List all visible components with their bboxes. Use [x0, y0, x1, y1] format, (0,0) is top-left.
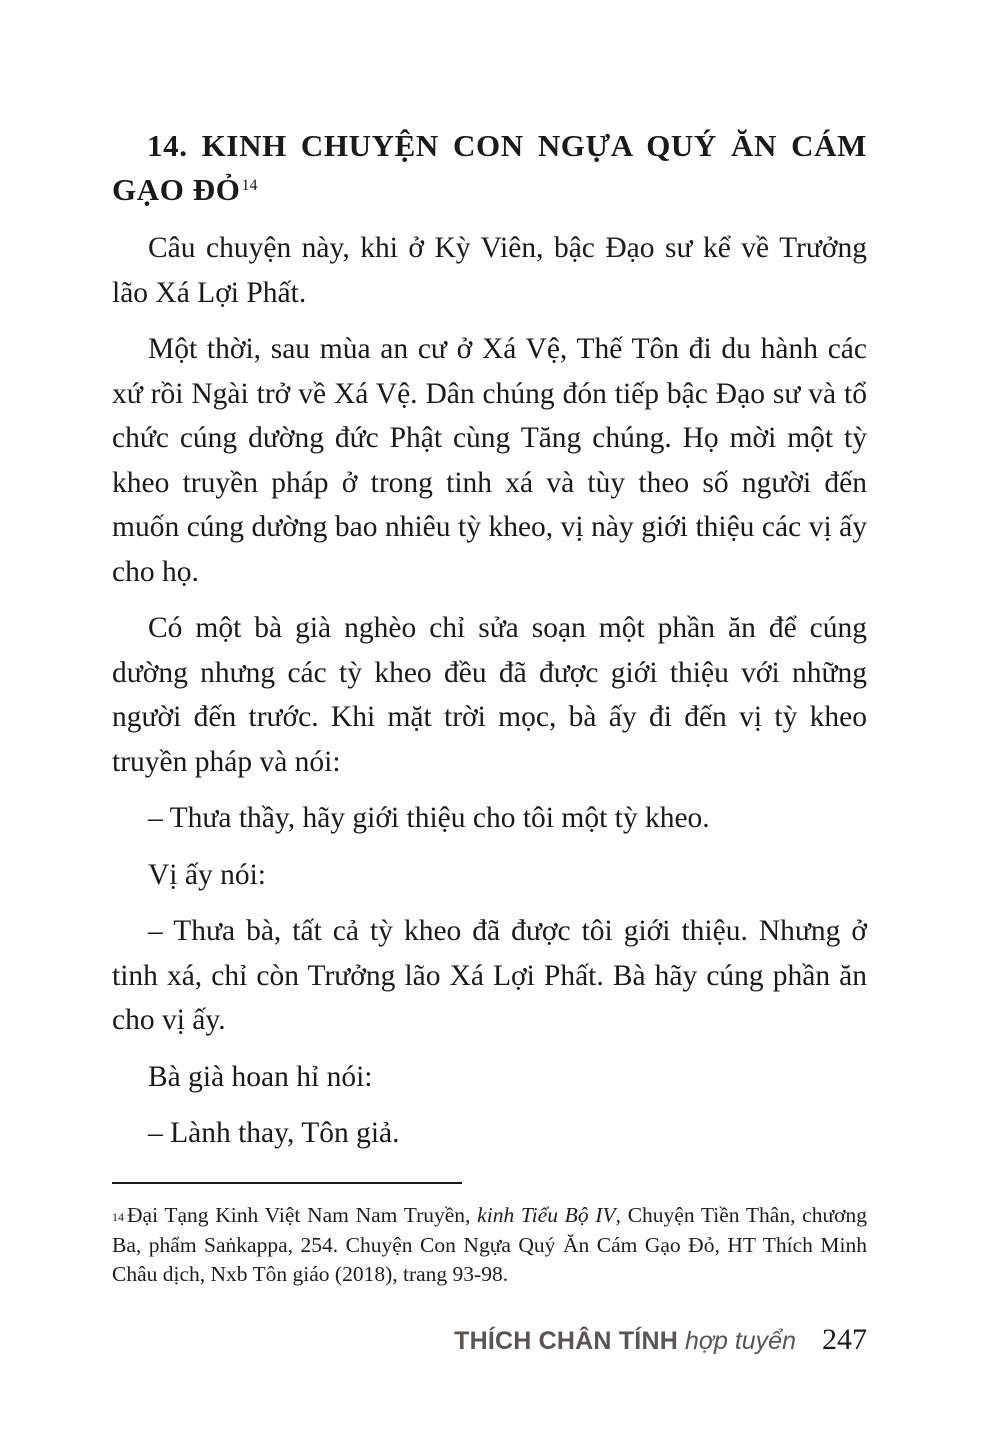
chapter-title-text: KINH CHUYỆN CON NGỰA QUÝ ĂN CÁM GẠO ĐỎ	[112, 128, 867, 207]
paragraph-narrative: Một thời, sau mùa an cư ở Xá Vệ, Thế Tôn đi du hành các xứ rồi Ngài trở về Xá Vệ. Dân chúng đón tiếp bậc Đạo sư và tổ chức cúng dường đức Phật cùng Tăng chúng. Họ mời một tỳ kheo truyền pháp ở trong tinh xá và tùy theo số người đến muốn cúng dường bao nhiêu tỳ kheo, vị này giới thiệu các vị ấy cho họ.	[112, 333, 867, 588]
footnote-divider	[112, 1182, 462, 1184]
chapter-body	[112, 226, 867, 1168]
paragraph-intro: Câu chuyện này, khi ở Kỳ Viên, bậc Đạo sư kể về Trưởng lão Xá Lợi Phất.	[112, 232, 867, 309]
running-footer	[454, 1323, 867, 1363]
footnote	[112, 1201, 867, 1290]
footer-subtitle: hợp tuyển	[684, 1327, 796, 1355]
footnote-reference[interactable]: 14	[241, 177, 258, 194]
dialogue-line: – Lành thay, Tôn giả.	[148, 1117, 400, 1149]
footnote-marker: 14	[112, 1210, 124, 1224]
dialogue-line: – Thưa thầy, hãy giới thiệu cho tôi một tỳ kheo.	[148, 802, 710, 834]
chapter-title	[112, 124, 867, 212]
dialogue-intro: Vị ấy nói:	[148, 858, 266, 891]
footer-author: THÍCH CHÂN TÍNH	[454, 1327, 678, 1355]
footnote-text-part2: , Chuyện Tiền Thân, chương Ba, phẩm Saṅkappa, 254. Chuyện Con Ngựa Quý Ăn Cám Gạo Đỏ, HT Thích Minh Châu dịch, Nxb Tôn giáo (2018), trang 93-98.	[112, 1203, 867, 1286]
footnote-text-part1: Đại Tạng Kinh Việt Nam Nam Truyền,	[127, 1203, 478, 1227]
footnote-italic-title: kinh Tiểu Bộ IV	[477, 1203, 616, 1227]
chapter-number: 14.	[147, 128, 188, 163]
dialogue-line: – Thưa bà, tất cả tỳ kheo đã được tôi giới thiệu. Nhưng ở tinh xá, chỉ còn Trưởng lão Xá Lợi Phất. Bà hãy cúng phần ăn cho vị ấy.	[112, 915, 867, 1036]
page-number: 247	[822, 1323, 867, 1356]
paragraph-old-woman: Có một bà già nghèo chỉ sửa soạn một phần ăn để cúng dường nhưng các tỳ kheo đều đã được giới thiệu với những người đến trước. Khi mặt trời mọc, bà ấy đi đến vị tỳ kheo truyền pháp và nói:	[112, 612, 867, 778]
dialogue-intro: Bà già hoan hỉ nói:	[148, 1060, 373, 1093]
